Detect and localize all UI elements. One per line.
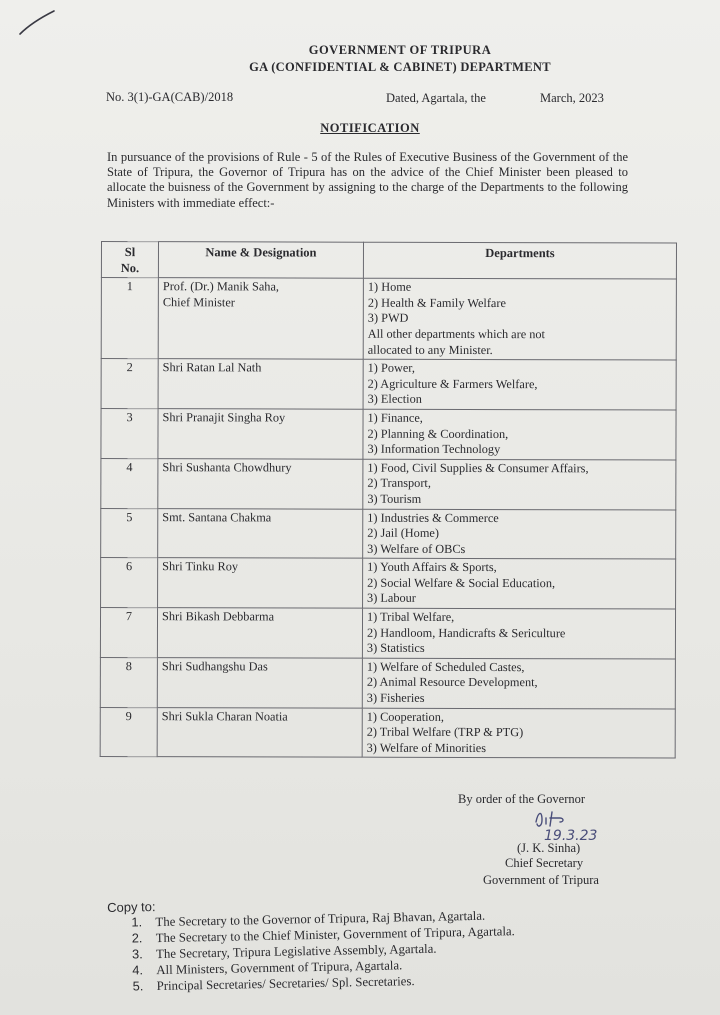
department-item: 1) Tribal Welfare,	[366, 609, 455, 624]
notification-title: NOTIFICATION	[320, 121, 420, 135]
handwritten-signature	[528, 804, 648, 844]
dated-label: Dated, Agartala, the	[386, 91, 486, 105]
copy-to-item-text: The Secretary, Tripura Legislative Assembly, Agartala.	[155, 941, 437, 962]
table-row	[101, 278, 676, 360]
sl-no-cell: 7	[100, 608, 157, 658]
name-designation-cell	[157, 707, 362, 757]
department-item: 3) Information Technology	[367, 441, 501, 457]
sl-no-cell: 8	[100, 657, 157, 707]
department-item: 1) Cooperation,	[366, 709, 444, 724]
copy-to-item-text: The Secretary to the Chief Minister, Government of Tripura, Agartala.	[155, 924, 515, 946]
department-item: 3) Welfare of OBCs	[367, 541, 466, 556]
table-row	[101, 359, 676, 410]
minister-name: Shri Sukla Charan Noatia	[161, 708, 288, 724]
name-designation-cell	[158, 458, 363, 508]
department-item: 2) Agriculture & Farmers Welfare,	[367, 376, 538, 391]
department-item: 1) Industries & Commerce	[367, 510, 499, 525]
departments-cell	[363, 409, 676, 460]
sl-no-cell: 3	[101, 408, 158, 458]
department-item: 2) Handloom, Handicrafts & Sericulture	[366, 625, 566, 640]
department-item: 2) Health & Family Welfare	[367, 295, 506, 310]
department-item: 3) PWD	[367, 311, 409, 326]
departments-cell	[363, 509, 676, 560]
department-item: 3) Election	[367, 392, 422, 407]
department-item: 3) Welfare of Minorities	[366, 740, 487, 755]
reference-number: No. 3(1)-GA(CAB)/2018	[106, 90, 234, 104]
table-row	[100, 707, 675, 758]
svg-text:19.3.23: 19.3.23	[544, 828, 598, 844]
sl-no-cell: 2	[101, 359, 158, 409]
table-row	[100, 657, 675, 708]
minister-name: Shri Tinku Roy	[162, 559, 239, 574]
header-departments: Departments	[363, 242, 676, 279]
department-item: 1) Welfare of Scheduled Castes,	[366, 659, 525, 674]
dated-month: March, 2023	[540, 91, 604, 105]
department-item: 3) Tourism	[367, 491, 422, 506]
departments-cell	[363, 278, 676, 360]
header-department: GA (CONFIDENTIAL & CABINET) DEPARTMENT	[249, 60, 551, 74]
copy-to-item-number: 5.	[132, 978, 144, 994]
table-row	[101, 458, 676, 509]
sl-no-cell: 9	[100, 707, 157, 757]
department-item: 2) Tribal Welfare (TRP & PTG)	[366, 724, 524, 740]
departments-cell	[362, 608, 675, 659]
signer-name: (J. K. Sinha)	[517, 841, 581, 855]
department-item: 2) Planning & Coordination,	[367, 426, 509, 441]
minister-name: Shri Ratan Lal Nath	[162, 360, 262, 375]
departments-cell	[362, 708, 675, 759]
departments-cell	[363, 459, 676, 510]
signer-title: Chief Secretary	[505, 856, 584, 870]
copy-to-item-text: The Secretary to the Governor of Tripura, Raj Bhavan, Agartala.	[155, 908, 486, 930]
sl-no-cell: 1	[101, 278, 158, 359]
table-row	[101, 508, 676, 559]
table-row	[100, 608, 675, 659]
copy-to-label: Copy to:	[107, 899, 156, 915]
department-item: 1) Finance,	[367, 410, 423, 425]
department-item: 2) Transport,	[367, 476, 431, 491]
table-row	[101, 558, 676, 609]
signer-organisation: Government of Tripura	[483, 873, 599, 887]
copy-to-list	[107, 905, 648, 995]
copy-to-item-number: 1.	[131, 914, 143, 930]
copy-to-item-number: 3.	[131, 946, 143, 962]
sl-no-cell: 6	[101, 558, 158, 608]
department-item: 3) Labour	[367, 591, 416, 606]
department-item: 1) Food, Civil Supplies & Consumer Affairs,	[367, 460, 589, 475]
copy-to-item-number: 4.	[132, 962, 144, 978]
minister-name: Shri Sushanta Chowdhury	[162, 459, 292, 475]
departments-cell	[363, 558, 676, 609]
minister-name: Shri Bikash Debbarma	[161, 609, 275, 624]
sl-no-cell: 4	[101, 458, 158, 508]
table-row	[101, 408, 676, 459]
minister-name: Smt. Santana Chakma	[162, 509, 272, 524]
department-item: All other departments which are not	[367, 326, 546, 342]
ministers-table	[100, 241, 677, 759]
department-item: 1) Home	[367, 279, 412, 294]
department-item: 2) Animal Resource Development,	[366, 675, 538, 690]
departments-cell	[362, 658, 675, 709]
table-header-row	[101, 242, 676, 280]
department-item: 2) Jail (Home)	[367, 525, 439, 540]
department-item: 1) Power,	[367, 360, 416, 375]
department-item: 3) Statistics	[366, 640, 425, 656]
name-designation-cell	[158, 508, 363, 558]
department-item: allocated to any Minister.	[367, 342, 493, 357]
minister-name: Shri Pranajit Singha Roy	[162, 410, 286, 425]
by-order-line: By order of the Governor	[458, 792, 586, 806]
minister-name: Prof. (Dr.) Manik Saha,	[162, 279, 280, 294]
name-designation-cell	[157, 608, 362, 658]
header-government: GOVERNMENT OF TRIPURA	[308, 43, 492, 57]
header-sl-no: Sl No.	[101, 242, 158, 278]
departments-cell	[363, 359, 676, 410]
name-designation-cell	[157, 657, 362, 707]
name-designation-cell	[158, 359, 363, 409]
minister-name: Shri Sudhangshu Das	[161, 659, 268, 674]
copy-to-item-text: Principal Secretaries/ Secretaries/ Spl. Secretaries.	[156, 974, 415, 994]
notification-intro: In pursuance of the provisions of Rule - 5 of the Rules of Executive Business of the Government of the State of Tripura, the Governor of Tripura has on the advice of the Chief Minister been pleased to allocate the buisness of the Government by assigning to the charge of the Departments to the following Ministers with immediate effect:-	[107, 150, 628, 210]
copy-to-item-text: All Ministers, Government of Tripura, Agartala.	[156, 958, 403, 978]
name-designation-cell	[158, 558, 363, 608]
name-designation-cell	[158, 278, 363, 360]
pen-stroke-mark	[18, 8, 58, 38]
copy-to-item-number: 2.	[131, 930, 143, 946]
department-item: 3) Fisheries	[366, 690, 425, 705]
minister-designation: Chief Minister	[162, 294, 235, 310]
copy-to-section	[107, 890, 649, 995]
sl-no-cell: 5	[101, 508, 158, 558]
name-designation-cell	[158, 409, 363, 459]
department-item: 2) Social Welfare & Social Education,	[367, 575, 556, 591]
department-item: 1) Youth Affairs & Sports,	[367, 559, 497, 575]
header-name-designation: Name & Designation	[158, 242, 363, 279]
